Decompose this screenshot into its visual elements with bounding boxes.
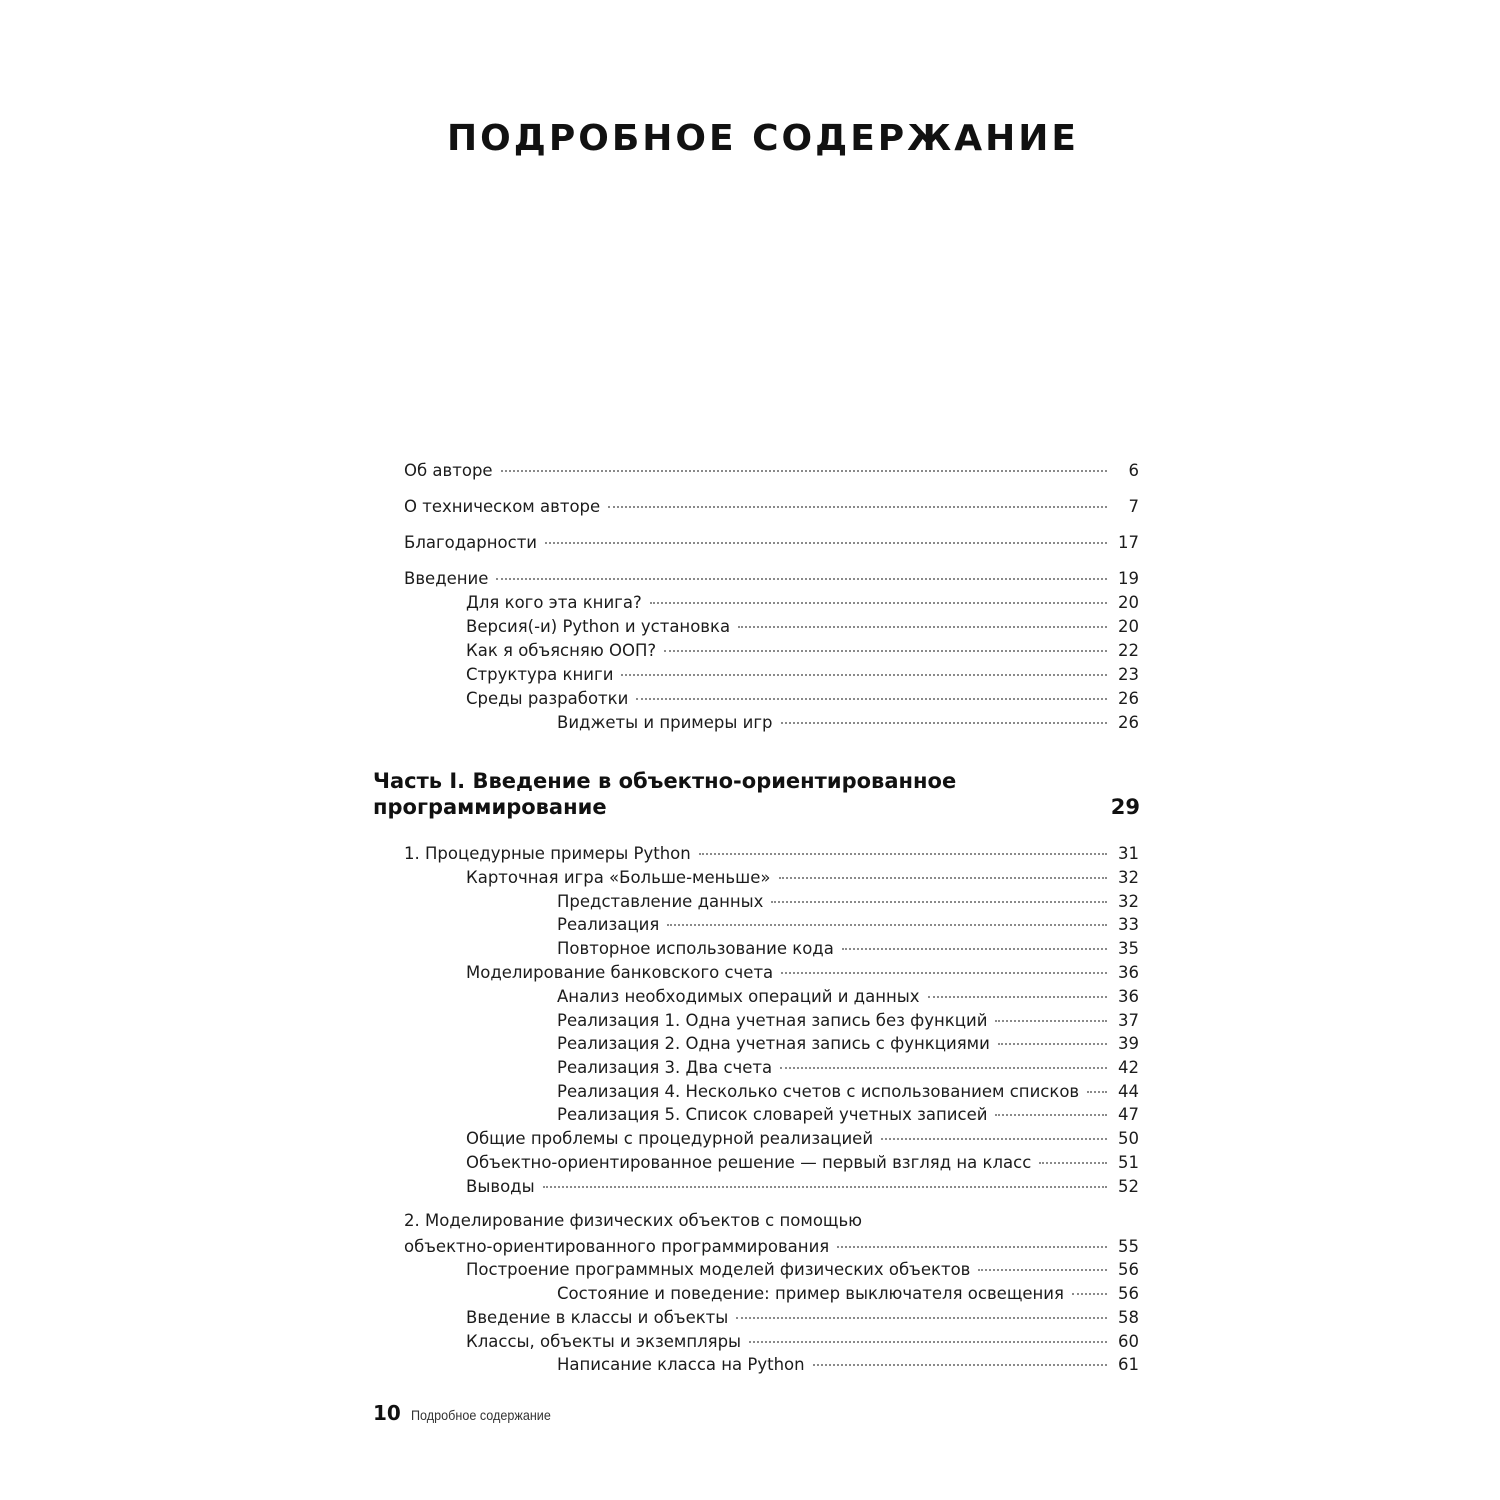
toc-entry-text: Построение программных моделей физических объектов xyxy=(466,1260,971,1279)
dot-leader xyxy=(736,1316,1107,1319)
toc-entry-text: Введение в классы и объекты xyxy=(466,1308,729,1327)
toc-entry-page: 22 xyxy=(1118,641,1139,660)
dot-leader xyxy=(501,469,1107,472)
toc-entry-page: 55 xyxy=(1118,1237,1139,1256)
toc-entry-text: Как я объясняю ООП? xyxy=(466,641,657,660)
toc-entry xyxy=(557,1080,1139,1104)
dot-leader xyxy=(771,900,1107,903)
toc-entry-structure xyxy=(466,663,1139,687)
part-title-line2: программирование xyxy=(373,795,607,819)
toc-entry-page: 26 xyxy=(1118,689,1139,708)
toc-chapter-2 xyxy=(404,1235,1139,1259)
dot-leader xyxy=(998,1042,1107,1045)
toc-entry-text: Виджеты и примеры игр xyxy=(557,713,773,732)
toc-entry-text: Введение xyxy=(404,569,489,588)
toc-entry-text: Общие проблемы с процедурной реализацией xyxy=(466,1129,874,1148)
toc-entry xyxy=(557,890,1139,914)
toc-entry xyxy=(557,1009,1139,1033)
toc-entry-page: 56 xyxy=(1118,1284,1139,1303)
toc-entry xyxy=(557,913,1139,937)
dot-leader xyxy=(667,923,1107,926)
toc-entry-page: 36 xyxy=(1118,987,1139,1006)
toc-entry-text: О техническом авторе xyxy=(404,497,601,516)
dot-leader xyxy=(842,947,1107,950)
dot-leader xyxy=(781,971,1107,974)
toc-entry-text: Среды разработки xyxy=(466,689,629,708)
toc-entry-page: 32 xyxy=(1118,868,1139,887)
toc-entry-page: 37 xyxy=(1118,1011,1139,1030)
toc-entry-page: 20 xyxy=(1118,617,1139,636)
toc-entry-page: 42 xyxy=(1118,1058,1139,1077)
toc-entry-tech-author xyxy=(404,495,1139,519)
dot-leader xyxy=(608,505,1107,508)
dot-leader xyxy=(779,876,1108,879)
dot-leader xyxy=(543,1185,1107,1188)
toc-entry-text: Объектно-ориентированное решение — первый взгляд на класс xyxy=(466,1153,1032,1172)
dot-leader xyxy=(699,852,1107,855)
toc-entry xyxy=(557,1282,1139,1306)
toc-entry xyxy=(557,1032,1139,1056)
toc-entry-page: 39 xyxy=(1118,1034,1139,1053)
toc-entry-acknowledgments xyxy=(404,531,1139,555)
toc-entry-text: Для кого эта книга? xyxy=(466,593,642,612)
toc-entry-page: 31 xyxy=(1118,844,1139,863)
toc-entry xyxy=(466,866,1139,890)
dot-leader xyxy=(664,649,1107,652)
dot-leader xyxy=(1087,1090,1107,1093)
dot-leader xyxy=(650,601,1107,604)
toc-entry-text: Об авторе xyxy=(404,461,493,480)
toc-entry-text: 1. Процедурные примеры Python xyxy=(404,844,691,863)
dot-leader xyxy=(995,1113,1107,1116)
toc-entry-python-version xyxy=(466,615,1139,639)
part-title-line1: Часть I. Введение в объектно-ориентированное xyxy=(373,769,957,793)
toc-entry xyxy=(557,985,1139,1009)
toc-entry-page: 56 xyxy=(1118,1260,1139,1279)
page-number: 10 xyxy=(373,1401,401,1425)
toc-entry-oop-explain xyxy=(466,639,1139,663)
toc-entry-page: 33 xyxy=(1118,915,1139,934)
dot-leader xyxy=(881,1137,1107,1140)
dot-leader xyxy=(545,541,1107,544)
toc-entry-introduction xyxy=(404,567,1139,591)
toc-entry-text: Реализация 2. Одна учетная запись с функциями xyxy=(557,1034,990,1053)
dot-leader xyxy=(1072,1292,1107,1295)
toc-entry-page: 51 xyxy=(1118,1153,1139,1172)
toc-entry xyxy=(557,1056,1139,1080)
toc-entry xyxy=(557,1353,1139,1377)
dot-leader xyxy=(636,697,1107,700)
toc-entry-text: Реализация 5. Список словарей учетных записей xyxy=(557,1105,988,1124)
toc-entry-page: 58 xyxy=(1118,1308,1139,1327)
toc-entry-page: 50 xyxy=(1118,1129,1139,1148)
toc-entry-page: 35 xyxy=(1118,939,1139,958)
toc-entry-text: Написание класса на Python xyxy=(557,1355,805,1374)
toc-entry-about-author xyxy=(404,459,1139,483)
toc-entry-page: 7 xyxy=(1128,497,1139,516)
part-heading xyxy=(373,768,1140,820)
dot-leader xyxy=(738,625,1107,628)
dot-leader xyxy=(781,721,1107,724)
toc-entry-page: 32 xyxy=(1118,892,1139,911)
page-footer xyxy=(373,1401,566,1425)
toc-entry xyxy=(466,1330,1139,1354)
toc-entry xyxy=(466,1151,1139,1175)
toc-entry-page: 17 xyxy=(1118,533,1139,552)
running-title: Подробное содержание xyxy=(410,1407,551,1423)
toc-entry-text: Версия(-и) Python и установка xyxy=(466,617,731,636)
toc-entry-dev-env xyxy=(466,687,1139,711)
dot-leader xyxy=(837,1245,1107,1248)
toc-entry-text: Повторное использование кода xyxy=(557,939,834,958)
toc-entry xyxy=(466,1258,1139,1282)
toc-entry xyxy=(557,1103,1139,1127)
toc-entry-text: Состояние и поведение: пример выключателя освещения xyxy=(557,1284,1064,1303)
toc-entry-page: 6 xyxy=(1128,461,1139,480)
dot-leader xyxy=(1039,1161,1107,1164)
dot-leader xyxy=(780,1066,1107,1069)
toc-chapter-2-title: 2. Моделирование физических объектов с помощью xyxy=(404,1211,863,1230)
dot-leader xyxy=(749,1340,1107,1343)
toc-entry xyxy=(466,1175,1139,1199)
dot-leader xyxy=(813,1363,1107,1366)
toc-entry-text: Представление данных xyxy=(557,892,764,911)
dot-leader xyxy=(496,577,1107,580)
toc-entry xyxy=(466,1306,1139,1330)
toc-entry-widgets xyxy=(557,711,1139,735)
toc-entry-text: Реализация 4. Несколько счетов с использованием списков xyxy=(557,1082,1080,1101)
toc-entry-text: Структура книги xyxy=(466,665,614,684)
dot-leader xyxy=(995,1019,1107,1022)
toc-entry-text: Выводы xyxy=(466,1177,535,1196)
toc-entry-text: Анализ необходимых операций и данных xyxy=(557,987,920,1006)
toc-entry-page: 52 xyxy=(1118,1177,1139,1196)
toc-entry-page: 36 xyxy=(1118,963,1139,982)
toc-entry xyxy=(466,1127,1139,1151)
toc-entry-page: 47 xyxy=(1118,1105,1139,1124)
toc-chapter-1 xyxy=(404,842,1139,866)
toc-entry-text: Моделирование банковского счета xyxy=(466,963,774,982)
toc-entry-page: 61 xyxy=(1118,1355,1139,1374)
page-title: ПОДРОБНОЕ СОДЕРЖАНИЕ xyxy=(447,118,1079,159)
toc-entry-page: 19 xyxy=(1118,569,1139,588)
toc-entry-text: Реализация 1. Одна учетная запись без функций xyxy=(557,1011,988,1030)
part-page: 29 xyxy=(1110,795,1140,819)
toc-entry xyxy=(557,937,1139,961)
dot-leader xyxy=(928,995,1107,998)
toc-entry-audience xyxy=(466,591,1139,615)
toc-entry-text: объектно-ориентированного программирования xyxy=(404,1237,830,1256)
toc-entry xyxy=(466,961,1139,985)
toc-entry-text: Благодарности xyxy=(404,533,538,552)
toc-entry-page: 60 xyxy=(1118,1332,1139,1351)
toc-entry-text: Карточная игра «Больше-меньше» xyxy=(466,868,771,887)
toc-entry-page: 44 xyxy=(1118,1082,1139,1101)
toc-entry-text: Реализация xyxy=(557,915,660,934)
toc-entry-page: 23 xyxy=(1118,665,1139,684)
dot-leader xyxy=(621,673,1107,676)
toc-entry-page: 26 xyxy=(1118,713,1139,732)
toc-entry-text: Реализация 3. Два счета xyxy=(557,1058,773,1077)
toc-entry-text: Классы, объекты и экземпляры xyxy=(466,1332,742,1351)
toc-entry-page: 20 xyxy=(1118,593,1139,612)
dot-leader xyxy=(978,1268,1107,1271)
